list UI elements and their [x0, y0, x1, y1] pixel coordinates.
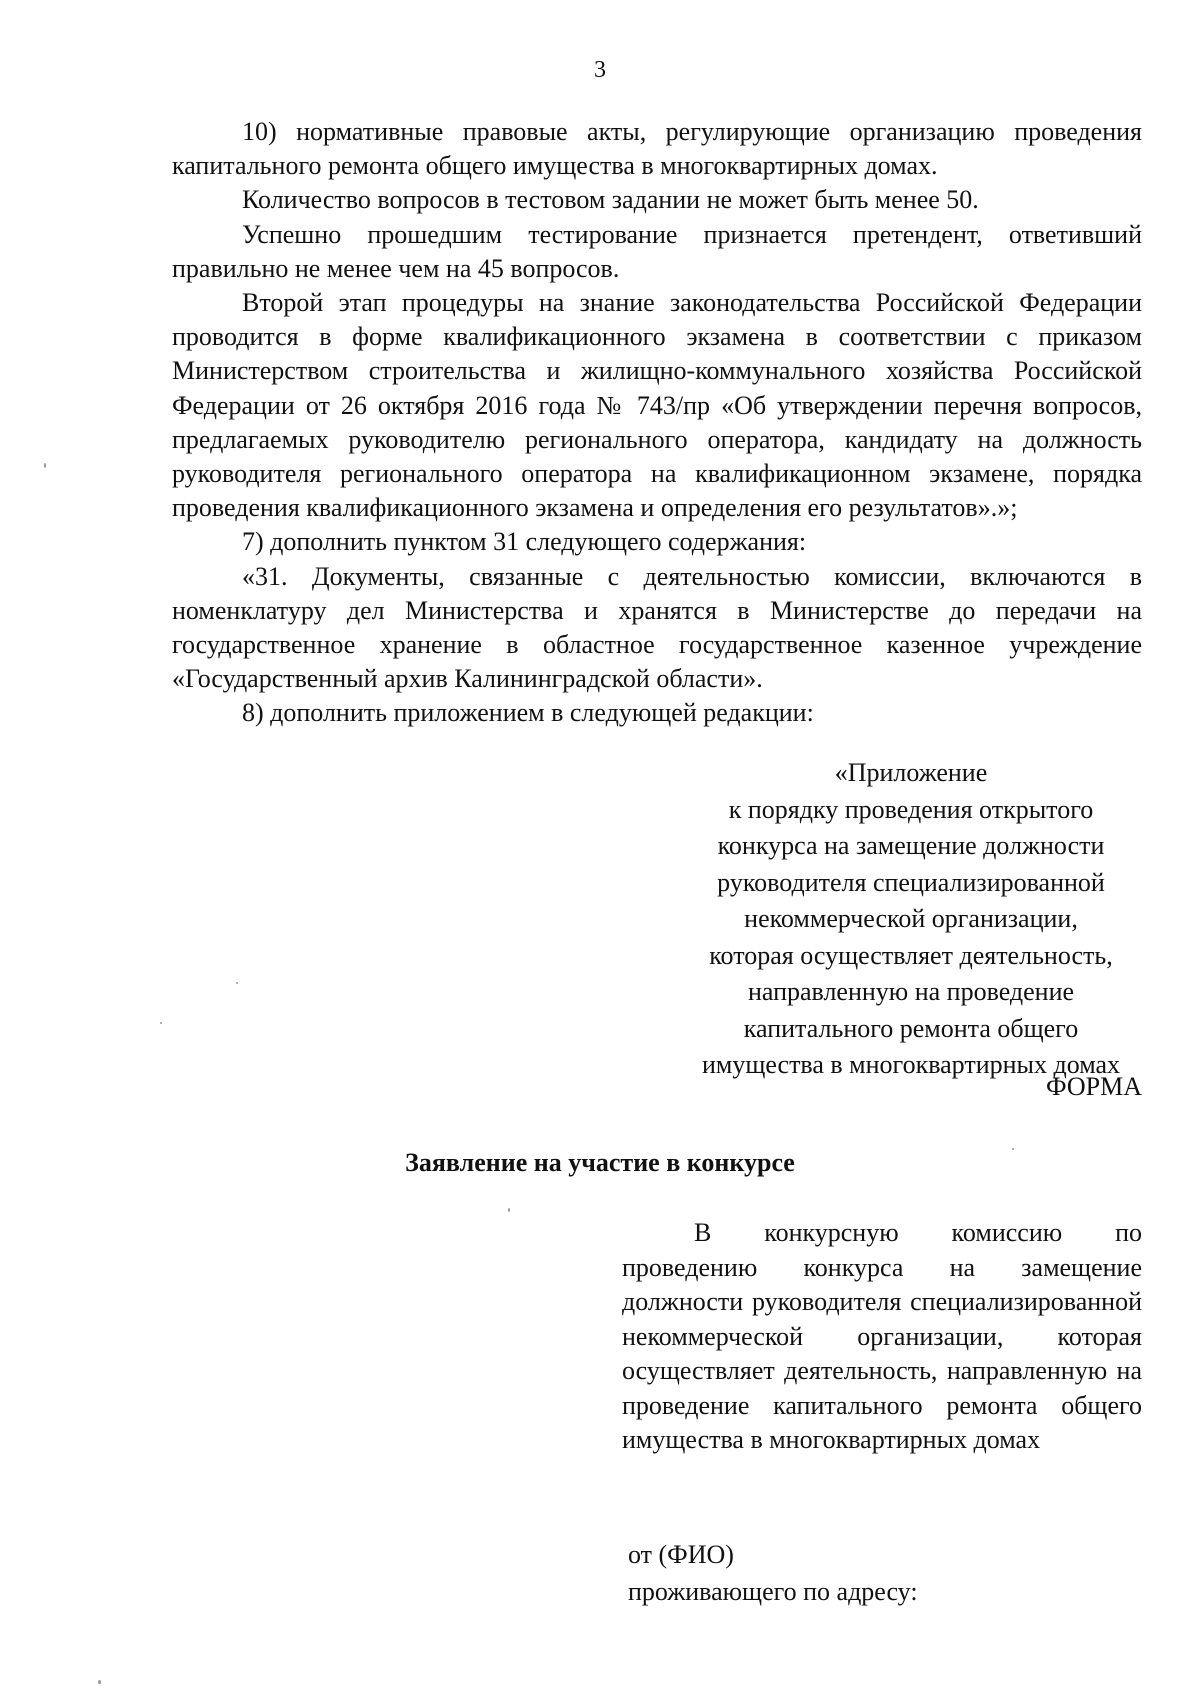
paragraph-second-stage: Второй этап процедуры на знание законодательства Российской Федерации проводится в форме квалификационного экзамена в соответствии с приказом Министерством строительства и жилищно-коммунального хозяйства Российской Федерации от 26 октября 2016 года № 743/пр «Об утверждении перечня вопросов, предлагаемых руководителю регионального оператора, кандидату на должность руководителя регионального оператора на квалификационном экзамене, порядка проведения квалификационного экзамена и определения его результатов».»; — [172, 288, 1142, 523]
appendix-line: имущества в многоквартирных домах — [701, 1050, 1121, 1079]
appendix-line: некоммерческой организации, — [744, 904, 1078, 933]
addressee-block: В конкурсную комиссию по проведению конкурса на замещение должности руководителя специализированной некоммерческой организации, которая осуществляет деятельность, направленную на проведение капитального ремонта общего имущества в многоквартирных домах — [622, 1218, 1142, 1454]
body-text — [172, 115, 1142, 731]
appendix-line: к порядку проведения открытого — [728, 794, 1094, 824]
paragraph-amendment-7: 7) дополнить пунктом 31 следующего содержания: — [242, 527, 807, 557]
scan-speck — [160, 1022, 162, 1024]
paragraph-question-count: Количество вопросов в тестовом задании не может быть менее 50. — [242, 185, 979, 215]
statement-title: Заявление на участие в конкурсе — [405, 1148, 795, 1177]
appendix-line: которая осуществляет деятельность, — [709, 940, 1113, 970]
scan-speck — [1012, 1148, 1014, 1150]
scan-speck — [44, 463, 46, 468]
applicant-block — [628, 1536, 1148, 1610]
paragraph-test-pass: Успешно прошедшим тестирование признается претендент, ответивший правильно не менее чем на 45 вопросов. — [172, 219, 1142, 283]
from-name-label: от (ФИО) — [628, 1540, 734, 1569]
appendix-line: конкурса на замещение должности — [717, 831, 1105, 860]
scan-speck — [98, 1680, 101, 1684]
appendix-heading — [680, 755, 1142, 1084]
paragraph-amendment-8: 8) дополнить приложением в следующей редакции: — [242, 698, 814, 728]
appendix-line: «Приложение — [834, 758, 988, 787]
form-label: ФОРМА — [1046, 1072, 1142, 1101]
paragraph-item-10: 10) нормативные правовые акты, регулирующие организацию проведения капитального ремонта общего имущества в многоквартирных домах. — [172, 117, 1142, 181]
page-number: 3 — [594, 57, 606, 83]
paragraph-point-31: «31. Документы, связанные с деятельностью комиссии, включаются в номенклатуру дел Министерства и хранятся в Министерстве до передачи на государственное хранение в областное государственное казенное учреждение «Государственный архив Калининградской области». — [172, 561, 1142, 694]
appendix-line: капитального ремонта общего — [743, 1013, 1079, 1043]
appendix-line: руководителя специализированной — [717, 867, 1105, 897]
scan-speck — [236, 982, 238, 984]
appendix-line: направленную на проведение — [747, 977, 1075, 1006]
address-label: проживающего по адресу: — [628, 1577, 918, 1606]
scan-speck — [508, 1208, 510, 1212]
